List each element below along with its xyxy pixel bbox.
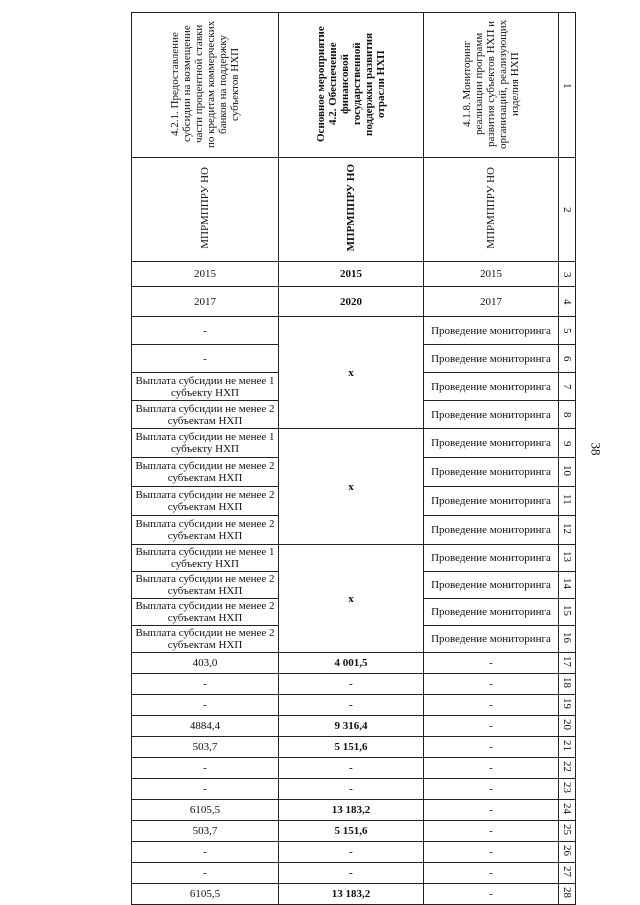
cell-finance: 503,7: [132, 821, 279, 842]
cell-monitoring: Проведение мониторинга: [424, 572, 559, 599]
cell-measure-4-2: Основное мероприятие 4.2. Обеспечение финансовой государственной поддержки развития отрасли НХП: [279, 13, 424, 158]
cell-finance: 4 001,5: [279, 653, 424, 674]
table-row: [132, 13, 576, 158]
cell-end-year: 2017: [424, 287, 559, 317]
col-number: 24: [559, 800, 576, 821]
page-number: 38: [588, 442, 604, 456]
cell-finance: -: [424, 674, 559, 695]
cell-cross: х: [279, 429, 424, 545]
table-row: [132, 158, 576, 262]
cell-finance: 5 151,6: [279, 821, 424, 842]
col-number: 10: [559, 458, 576, 487]
cell-indicator: -: [132, 317, 279, 345]
cell-finance: 9 316,4: [279, 716, 424, 737]
col-number: 25: [559, 821, 576, 842]
col-number: 11: [559, 487, 576, 516]
cell-finance: -: [279, 779, 424, 800]
cell-end-year: 2020: [279, 287, 424, 317]
table-row: [132, 884, 576, 905]
cell-finance: -: [132, 842, 279, 863]
col-number: 14: [559, 572, 576, 599]
cell-finance: 6105,5: [132, 800, 279, 821]
table-row: [132, 262, 576, 287]
cell-indicator: Выплата субсидии не менее 2 субъектам НХП: [132, 487, 279, 516]
cell-monitoring: Проведение мониторинга: [424, 345, 559, 373]
cell-finance: -: [424, 800, 559, 821]
table-row: [132, 674, 576, 695]
cell-executor: МПРМППРУ НО: [132, 158, 279, 262]
cell-executor: МПРМППРУ НО: [424, 158, 559, 262]
col-number: 27: [559, 863, 576, 884]
col-number: 13: [559, 545, 576, 572]
col-number: 8: [559, 401, 576, 429]
col-number: 19: [559, 695, 576, 716]
col-number: 2: [559, 158, 576, 262]
cell-monitoring: Проведение мониторинга: [424, 626, 559, 653]
table-row: [132, 287, 576, 317]
table-row: [132, 800, 576, 821]
cell-finance: -: [424, 884, 559, 905]
col-number: 7: [559, 373, 576, 401]
cell-finance: -: [132, 758, 279, 779]
cell-monitoring: Проведение мониторинга: [424, 317, 559, 345]
col-number: 6: [559, 345, 576, 373]
cell-indicator: Выплата субсидии не менее 2 субъектам НХП: [132, 401, 279, 429]
cell-finance: -: [424, 863, 559, 884]
table-row: [132, 758, 576, 779]
col-number: 20: [559, 716, 576, 737]
table-row: [132, 429, 576, 458]
col-number: 1: [559, 13, 576, 158]
col-number: 3: [559, 262, 576, 287]
col-number: 23: [559, 779, 576, 800]
cell-indicator: Выплата субсидии не менее 2 субъектам НХП: [132, 458, 279, 487]
table-row: [132, 821, 576, 842]
cell-start-year: 2015: [132, 262, 279, 287]
table-row: [132, 779, 576, 800]
cell-finance: -: [279, 674, 424, 695]
col-number: 28: [559, 884, 576, 905]
cell-finance: -: [132, 779, 279, 800]
cell-indicator: Выплата субсидии не менее 1 субъекту НХП: [132, 373, 279, 401]
cell-finance: -: [424, 695, 559, 716]
cell-finance: -: [424, 716, 559, 737]
cell-finance: 4884,4: [132, 716, 279, 737]
col-number: 5: [559, 317, 576, 345]
cell-indicator: -: [132, 345, 279, 373]
cell-monitoring: Проведение мониторинга: [424, 545, 559, 572]
program-table: [131, 12, 576, 905]
cell-monitoring: Проведение мониторинга: [424, 487, 559, 516]
cell-indicator: Выплата субсидии не менее 2 субъектам НХП: [132, 626, 279, 653]
cell-start-year: 2015: [279, 262, 424, 287]
table-row: [132, 737, 576, 758]
table-row: [132, 653, 576, 674]
cell-measure-4-2-1: 4.2.1. Предоставление субсидии на возмещение части процентной ставки по кредитам коммерческих банков на поддержку субъектов НХП: [132, 13, 279, 158]
col-number: 22: [559, 758, 576, 779]
col-number: 18: [559, 674, 576, 695]
cell-finance: -: [424, 653, 559, 674]
cell-cross: х: [279, 317, 424, 429]
table-row: [132, 545, 576, 572]
cell-monitoring: Проведение мониторинга: [424, 516, 559, 545]
col-number: 26: [559, 842, 576, 863]
cell-monitoring: Проведение мониторинга: [424, 599, 559, 626]
cell-finance: -: [279, 863, 424, 884]
table-row: [132, 842, 576, 863]
cell-finance: -: [424, 779, 559, 800]
cell-finance: 13 183,2: [279, 800, 424, 821]
cell-finance: -: [424, 842, 559, 863]
cell-indicator: Выплата субсидии не менее 1 субъекту НХП: [132, 429, 279, 458]
cell-finance: -: [279, 842, 424, 863]
col-number: 9: [559, 429, 576, 458]
cell-indicator: Выплата субсидии не менее 1 субъекту НХП: [132, 545, 279, 572]
cell-finance: 403,0: [132, 653, 279, 674]
cell-finance: -: [132, 695, 279, 716]
cell-end-year: 2017: [132, 287, 279, 317]
cell-indicator: Выплата субсидии не менее 2 субъектам НХП: [132, 572, 279, 599]
cell-monitoring: Проведение мониторинга: [424, 373, 559, 401]
cell-executor: МПРМППРУ НО: [279, 158, 424, 262]
cell-finance: 13 183,2: [279, 884, 424, 905]
cell-finance: -: [132, 863, 279, 884]
cell-finance: -: [279, 758, 424, 779]
col-number: 12: [559, 516, 576, 545]
cell-indicator: Выплата субсидии не менее 2 субъектам НХП: [132, 516, 279, 545]
col-number: 17: [559, 653, 576, 674]
cell-finance: 503,7: [132, 737, 279, 758]
col-number: 15: [559, 599, 576, 626]
cell-measure-4-1-8: 4.1.8. Мониторинг реализации программ развития субъектов НХП и организаций, реализующих изделия НХП: [424, 13, 559, 158]
col-number: 16: [559, 626, 576, 653]
cell-start-year: 2015: [424, 262, 559, 287]
cell-finance: -: [132, 674, 279, 695]
cell-finance: 5 151,6: [279, 737, 424, 758]
col-number: 4: [559, 287, 576, 317]
cell-indicator: Выплата субсидии не менее 2 субъектам НХП: [132, 599, 279, 626]
table-row: [132, 716, 576, 737]
cell-finance: -: [424, 758, 559, 779]
cell-finance: -: [279, 695, 424, 716]
cell-cross: х: [279, 545, 424, 653]
table-row: [132, 695, 576, 716]
table-row: [132, 317, 576, 345]
cell-monitoring: Проведение мониторинга: [424, 401, 559, 429]
col-number: 21: [559, 737, 576, 758]
cell-finance: -: [424, 821, 559, 842]
cell-monitoring: Проведение мониторинга: [424, 458, 559, 487]
table-row: [132, 863, 576, 884]
cell-finance: -: [424, 737, 559, 758]
cell-finance: 6105,5: [132, 884, 279, 905]
cell-monitoring: Проведение мониторинга: [424, 429, 559, 458]
